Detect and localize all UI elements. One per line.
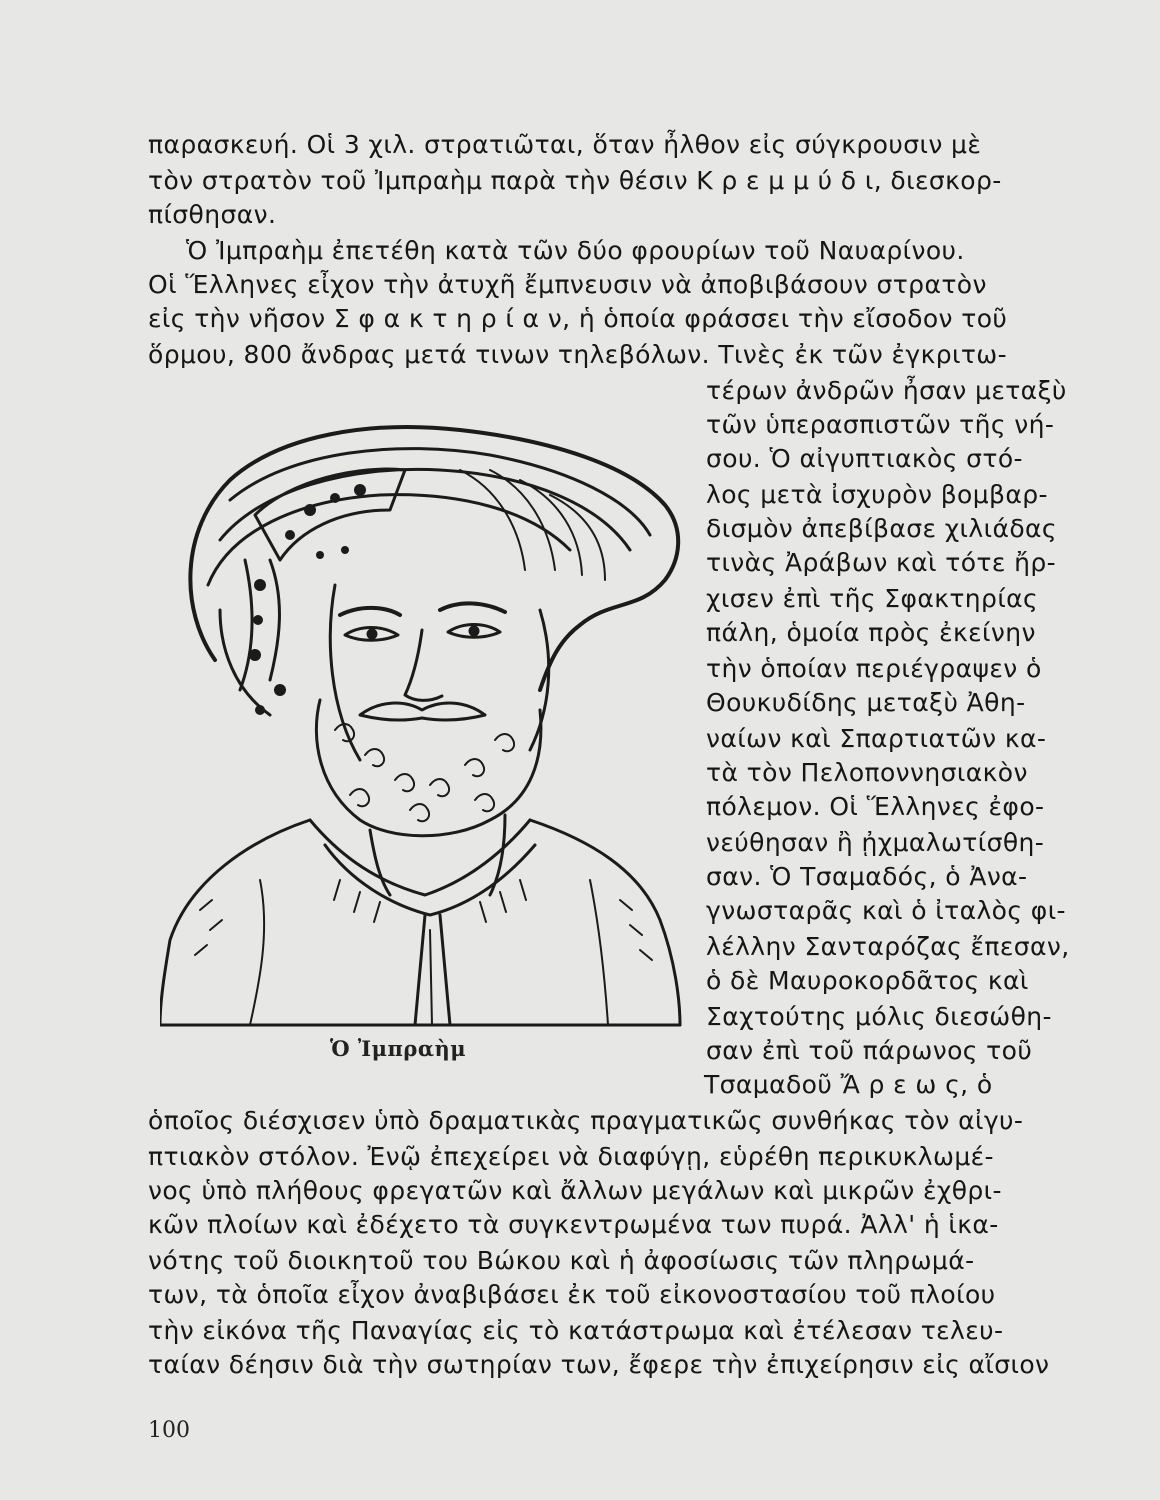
side-text-line: δισμὸν ἀπεβίβασε χιλιάδας: [706, 514, 1057, 543]
side-text-line: γνωσταρᾶς καὶ ὁ ἰταλὸς φι-: [706, 896, 1066, 925]
text-line: τὴν εἰκόνα τῆς Παναγίας εἰς τὸ κατάστρωμα καὶ ἐτέλεσαν τελευ-: [148, 1316, 1004, 1345]
side-text-line: πόλεμον. Οἱ Ἕλληνες ἐφο-: [706, 792, 1045, 821]
page-number: 100: [148, 1418, 190, 1443]
portrait-illustration: [160, 410, 690, 1030]
text-line: ὁποῖος διέσχισεν ὑπὸ δραματικὰς πραγματικῶς συνθήκας τὸν αἰγυ-: [148, 1106, 1024, 1135]
text-line: νότης τοῦ διοικητοῦ του Βώκου καὶ ἡ ἀφοσίωσις τῶν πληρωμά-: [148, 1246, 975, 1275]
text-line: Ὁ Ἰμπραὴμ ἐπετέθη κατὰ τῶν δύο φρουρίων τοῦ Ναυαρίνου.: [186, 236, 965, 265]
text-line: παρασκευή. Οἱ 3 χιλ. στρατιῶται, ὅταν ἦλθον εἰς σύγκρουσιν μὲ: [148, 130, 982, 159]
text-line: πτιακὸν στόλον. Ἐνῷ ἐπεχείρει νὰ διαφύγῃ, εὑρέθη περικυκλωμέ-: [148, 1142, 994, 1171]
text-line: πίσθησαν.: [148, 200, 277, 229]
side-text-line: χισεν ἐπὶ τῆς Σφακτηρίας: [706, 584, 1039, 613]
side-text-line: ναίων καὶ Σπαρτιατῶν κα-: [706, 724, 1047, 753]
side-text-line: Θουκυδίδης μεταξὺ Ἀθη-: [706, 688, 1026, 717]
side-text-line: λέλλην Σανταρόζας ἔπεσαν,: [706, 932, 1070, 961]
side-text-line: σαν. Ὁ Τσαμαδός, ὁ Ἀνα-: [706, 862, 1028, 891]
side-text-line: σαν ἐπὶ τοῦ πάρωνος τοῦ: [706, 1036, 1033, 1065]
side-text-line: Τσαμαδοῦ Ἄ ρ ε ω ς, ὁ: [704, 1070, 993, 1099]
text-line: νος ὑπὸ πλήθους φρεγατῶν καὶ ἄλλων μεγάλων καὶ μικρῶν ἐχθρι-: [148, 1176, 1002, 1205]
text-line: κῶν πλοίων καὶ ἐδέχετο τὰ συγκεντρωμένα των πυρά. Ἀλλ' ἡ ἱκα-: [148, 1210, 999, 1239]
side-text-line: τινὰς Ἀράβων καὶ τότε ἤρ-: [706, 548, 1057, 577]
text-line: ταίαν δέησιν διὰ τὴν σωτηρίαν των, ἔφερε τὴν ἐπιχείρησιν εἰς αἴσιον: [148, 1350, 1050, 1379]
side-text-line: τὴν ὁποίαν περιέγραψεν ὁ: [706, 654, 1042, 683]
side-text-line: τὰ τὸν Πελοποννησιακὸν: [706, 758, 1028, 787]
side-text-line: τέρων ἀνδρῶν ἦσαν μεταξὺ: [706, 376, 1067, 405]
side-text-line: λος μετὰ ἰσχυρὸν βομβαρ-: [706, 480, 1048, 509]
side-text-line: σου. Ὁ αἰγυπτιακὸς στό-: [706, 444, 1023, 473]
text-line: τὸν στρατὸν τοῦ Ἰμπραὴμ παρὰ τὴν θέσιν Κ ρ ε μ μ ύ δ ι, διεσκορ-: [148, 166, 1002, 195]
side-text-line: ὁ δὲ Μαυροκορδᾶτος καὶ: [706, 966, 1029, 995]
side-text-line: Σαχτούτης μόλις διεσώθη-: [706, 1002, 1052, 1031]
text-line: Οἱ Ἕλληνες εἶχον τὴν ἀτυχῆ ἔμπνευσιν νὰ ἀποβιβάσουν στρατὸν: [148, 270, 987, 299]
side-text-line: τῶν ὑπερασπιστῶν τῆς νή-: [706, 410, 1055, 439]
text-line: ὅρμου, 800 ἄνδρας μετά τινων τηλεβόλων. Τινὲς ἐκ τῶν ἐγκριτω-: [148, 340, 1008, 369]
side-text-line: πάλη, ὁμοία πρὸς ἐκείνην: [706, 618, 1036, 647]
text-line: των, τὰ ὁποῖα εἶχον ἀναβιβάσει ἐκ τοῦ εἰκονοστασίου τοῦ πλοίου: [148, 1280, 996, 1309]
text-line: εἰς τὴν νῆσον Σ φ α κ τ η ρ ί α ν, ἡ ὁποία φράσσει τὴν εἴσοδον τοῦ: [148, 304, 1008, 333]
figure-caption: Ὁ Ἰμπραὴμ: [330, 1036, 467, 1061]
side-text-line: νεύθησαν ἢ ᾐχμαλωτίσθη-: [706, 828, 1045, 857]
